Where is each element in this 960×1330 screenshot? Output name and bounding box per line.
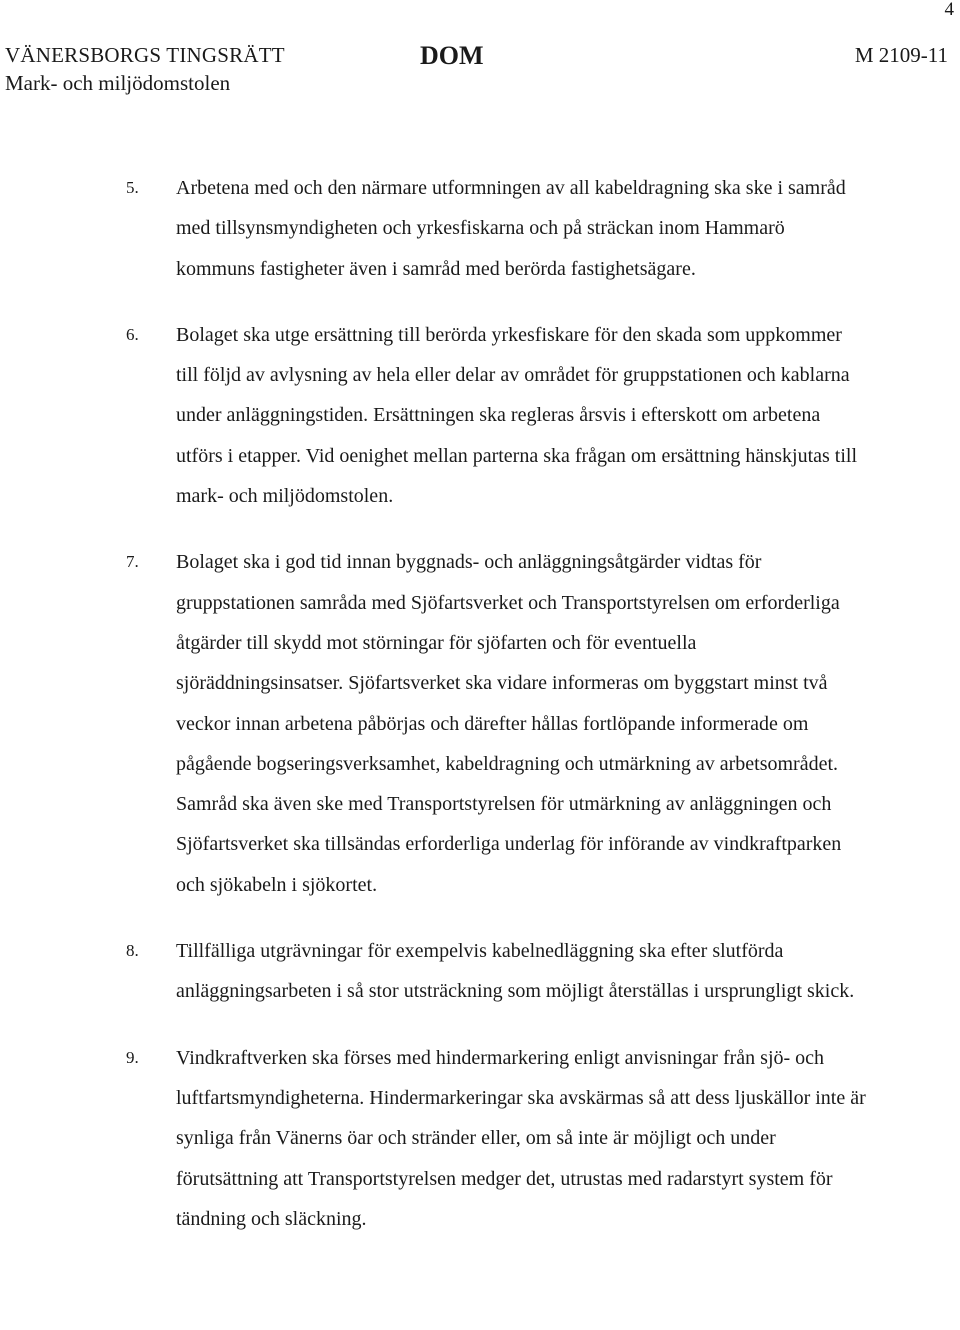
court-division: Mark- och miljödomstolen (5, 71, 231, 95)
condition-text: Bolaget ska utge ersättning till berörda yrkesfiskare för den skada som uppkommer till följd av avlysning av hela eller delar av området för gruppstationen och kablarna under anläggningstiden. Ersättningen ska regleras årsvis i efterskott om arbetena utförs i etapper. Vid oenighet mellan parterna ska frågan om ersättning hänskjutas till mark- och miljödomstolen. (176, 323, 858, 508)
condition-item-7 (0, 542, 960, 905)
court-name: VÄNERSBORGS TINGSRÄTT (5, 43, 285, 67)
document-header (0, 40, 960, 100)
condition-number: 7. (126, 552, 139, 572)
condition-text: Bolaget ska i god tid innan byggnads- och anläggningsåtgärder vidtas för gruppstationen samråda med Sjöfartsverket och Transportstyrelsen om erforderliga åtgärder till skydd mot störningar för sjöfarten och för eventuella sjöräddningsinsatser. Sjöfartsverket ska vidare informeras om byggstart minst två veckor innan arbetena påbörjas och därefter hållas fortlöpande informerade om pågående bogseringsverksamhet, kabeldragning och utmärkning av arbetsområdet. Samråd ska även ske med Transportstyrelsen för utmärkning av anläggningen och Sjöfartsverket ska tillsändas erforderliga underlag för införande av vindkraftparken och sjökabeln i sjökortet. (176, 551, 842, 896)
condition-text: Tillfälliga utgrävningar för exempelvis kabelnedläggning ska efter slutförda anläggningsarbeten i så stor utsträckning som möjligt återställas i ursprungligt skick. (176, 940, 855, 1003)
document-type: DOM (420, 41, 484, 70)
condition-text: Arbetena med och den närmare utformningen av all kabeldragning ska ske i samråd med tillsynsmyndigheten och yrkesfiskarna och på sträckan inom Hammarö kommuns fastigheter även i samråd med berörda fastighetsägare. (176, 177, 846, 280)
condition-number: 6. (126, 324, 139, 344)
case-number: M 2109-11 (854, 43, 948, 67)
condition-item-8 (0, 931, 960, 1012)
condition-item-6 (0, 315, 960, 516)
condition-list (0, 168, 960, 1265)
condition-number: 5. (126, 178, 139, 197)
condition-text: Vindkraftverken ska förses med hindermarkering enligt anvisningar från sjö- och luftfartsmyndigheterna. Hindermarkeringar ska avskärmas så att dess ljuskällor inte är synliga från Vänerns öar och stränder eller, om så inte är möjligt och under förutsättning att Transportstyrelsen medger det, utrustas med radarstyrt system för tändning och släckning. (176, 1046, 866, 1230)
page-number: 4 (944, 0, 954, 20)
condition-number: 8. (126, 941, 139, 961)
condition-number: 9. (126, 1047, 139, 1067)
condition-item-9 (0, 1038, 960, 1239)
condition-item-5 (0, 168, 960, 289)
